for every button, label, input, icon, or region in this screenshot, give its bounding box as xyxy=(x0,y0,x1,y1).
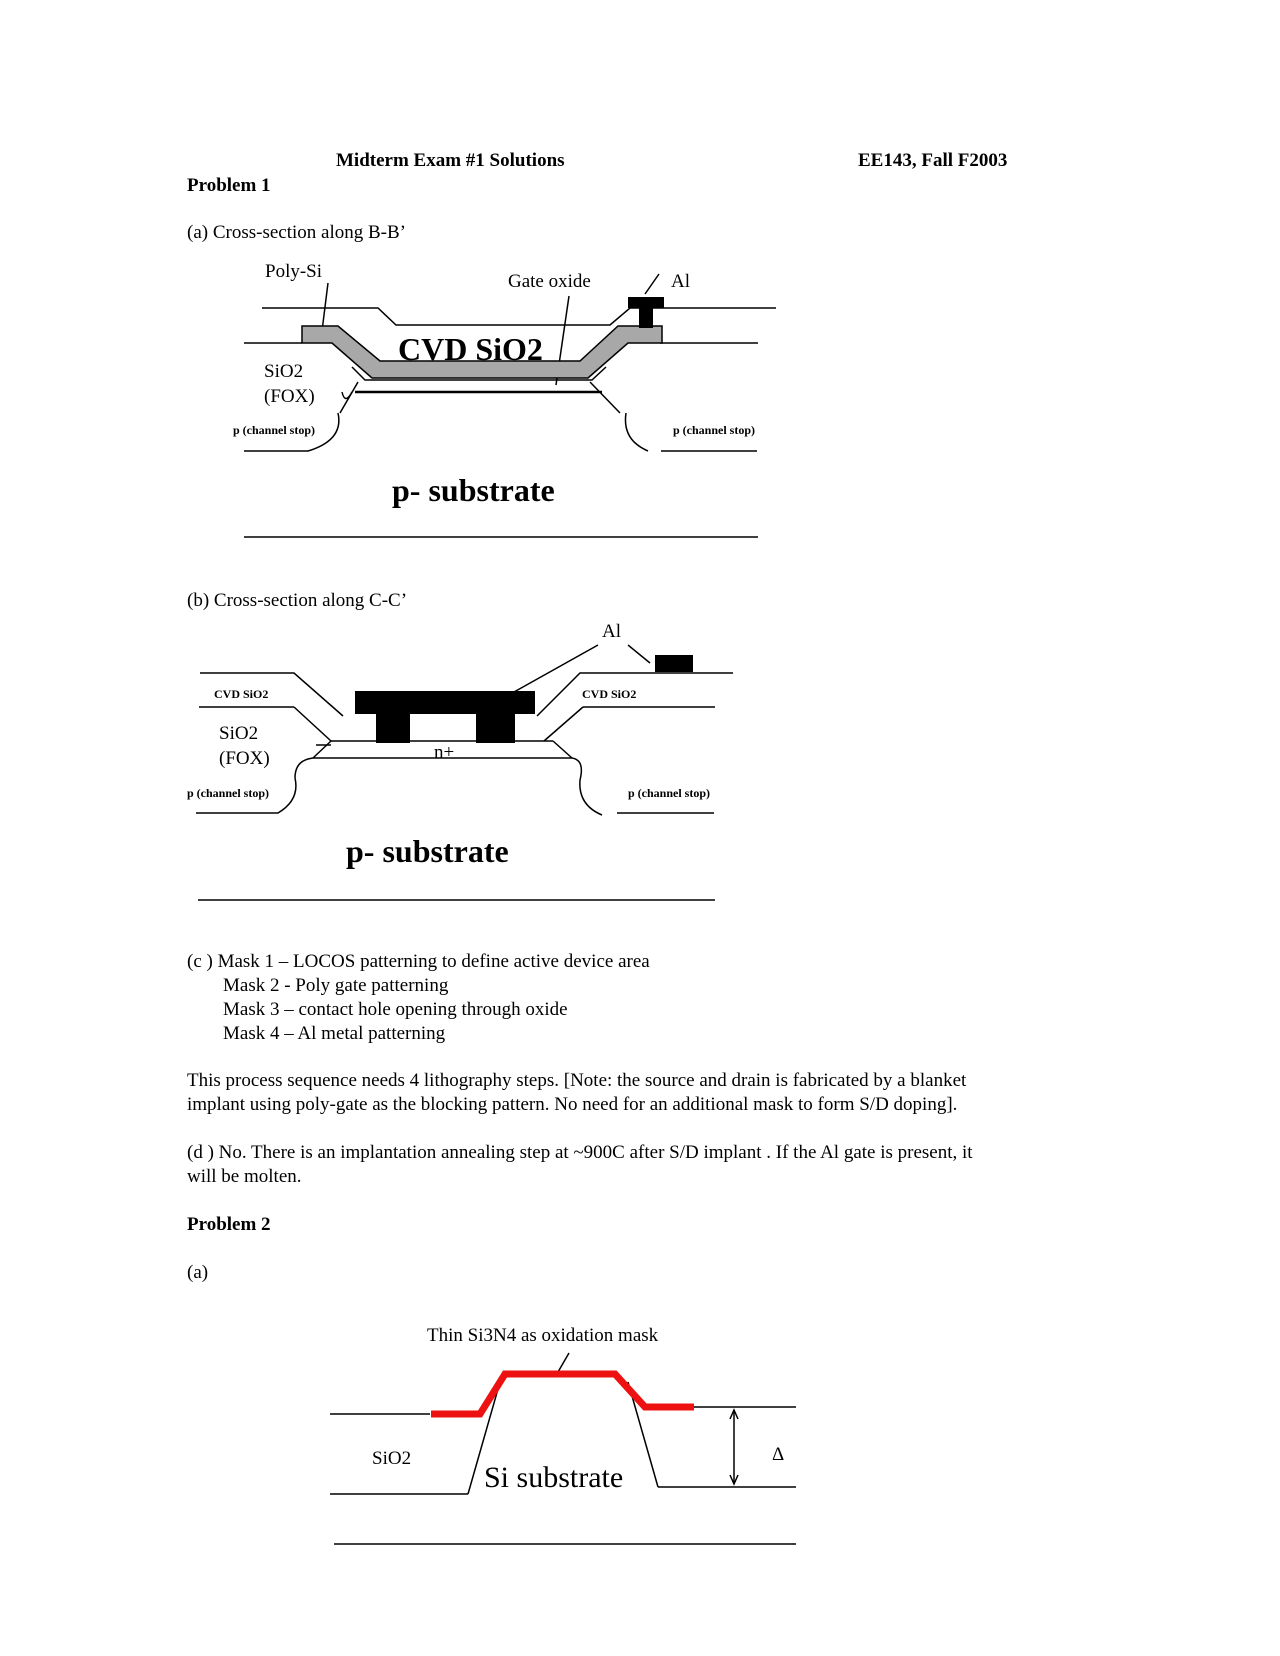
figure-b-caption: (b) Cross-section along C-C’ xyxy=(187,590,408,611)
label-al: Al xyxy=(602,621,621,642)
label-channel-stop-left: p (channel stop) xyxy=(233,423,316,437)
si3n4-mask-line xyxy=(431,1374,694,1414)
label-channel-stop-left: p (channel stop) xyxy=(187,786,270,800)
label-cvd-left: CVD SiO2 xyxy=(214,687,269,701)
label-delta: Δ xyxy=(772,1444,785,1465)
problem2-heading: Problem 2 xyxy=(187,1214,271,1235)
problem2-a-caption: (a) xyxy=(187,1262,209,1283)
label-channel-stop-right: p (channel stop) xyxy=(673,423,756,437)
mask-line-2: Mask 2 - Poly gate patterning xyxy=(223,975,449,996)
note-line-2: implant using poly-gate as the blocking pattern. No need for an additional mask to form S/D doping]. xyxy=(187,1094,958,1115)
label-substrate: p- substrate xyxy=(346,833,509,869)
mask-line-3: Mask 3 – contact hole opening through oxide xyxy=(223,999,568,1020)
label-al: Al xyxy=(671,271,690,292)
label-nitride: Thin Si3N4 as oxidation mask xyxy=(427,1325,659,1346)
label-fox-2: (FOX) xyxy=(264,386,315,407)
label-substrate: p- substrate xyxy=(392,472,555,508)
label-nplus: n+ xyxy=(434,742,455,763)
answer-d-line-1: (d ) No. There is an implantation annealing step at ~900C after S/D implant . If the Al gate is present, it xyxy=(187,1142,973,1163)
figure-a-caption: (a) Cross-section along B-B’ xyxy=(187,222,406,243)
course-label: EE143, Fall F2003 xyxy=(858,150,1008,171)
label-fox-1: SiO2 xyxy=(264,361,304,382)
answer-d-line-2: will be molten. xyxy=(187,1166,302,1187)
nitride-leader xyxy=(558,1353,569,1372)
mask-line-1: (c ) Mask 1 – LOCOS patterning to define active device area xyxy=(187,951,650,972)
label-fox-2: (FOX) xyxy=(219,748,270,769)
label-channel-stop-right: p (channel stop) xyxy=(628,786,711,800)
label-sio2: SiO2 xyxy=(372,1448,412,1469)
label-poly-si: Poly-Si xyxy=(265,261,323,282)
problem1-heading: Problem 1 xyxy=(187,175,271,196)
label-cvd-sio2: CVD SiO2 xyxy=(398,331,543,367)
label-cvd-right: CVD SiO2 xyxy=(582,687,637,701)
label-si-substrate: Si substrate xyxy=(484,1461,624,1494)
note-line-1: This process sequence needs 4 lithography steps. [Note: the source and drain is fabricated by a blanket xyxy=(187,1070,967,1091)
label-gate-oxide: Gate oxide xyxy=(508,271,591,292)
label-fox-1: SiO2 xyxy=(219,723,259,744)
page-title: Midterm Exam #1 Solutions xyxy=(336,150,565,171)
mask-line-4: Mask 4 – Al metal patterning xyxy=(223,1023,446,1044)
